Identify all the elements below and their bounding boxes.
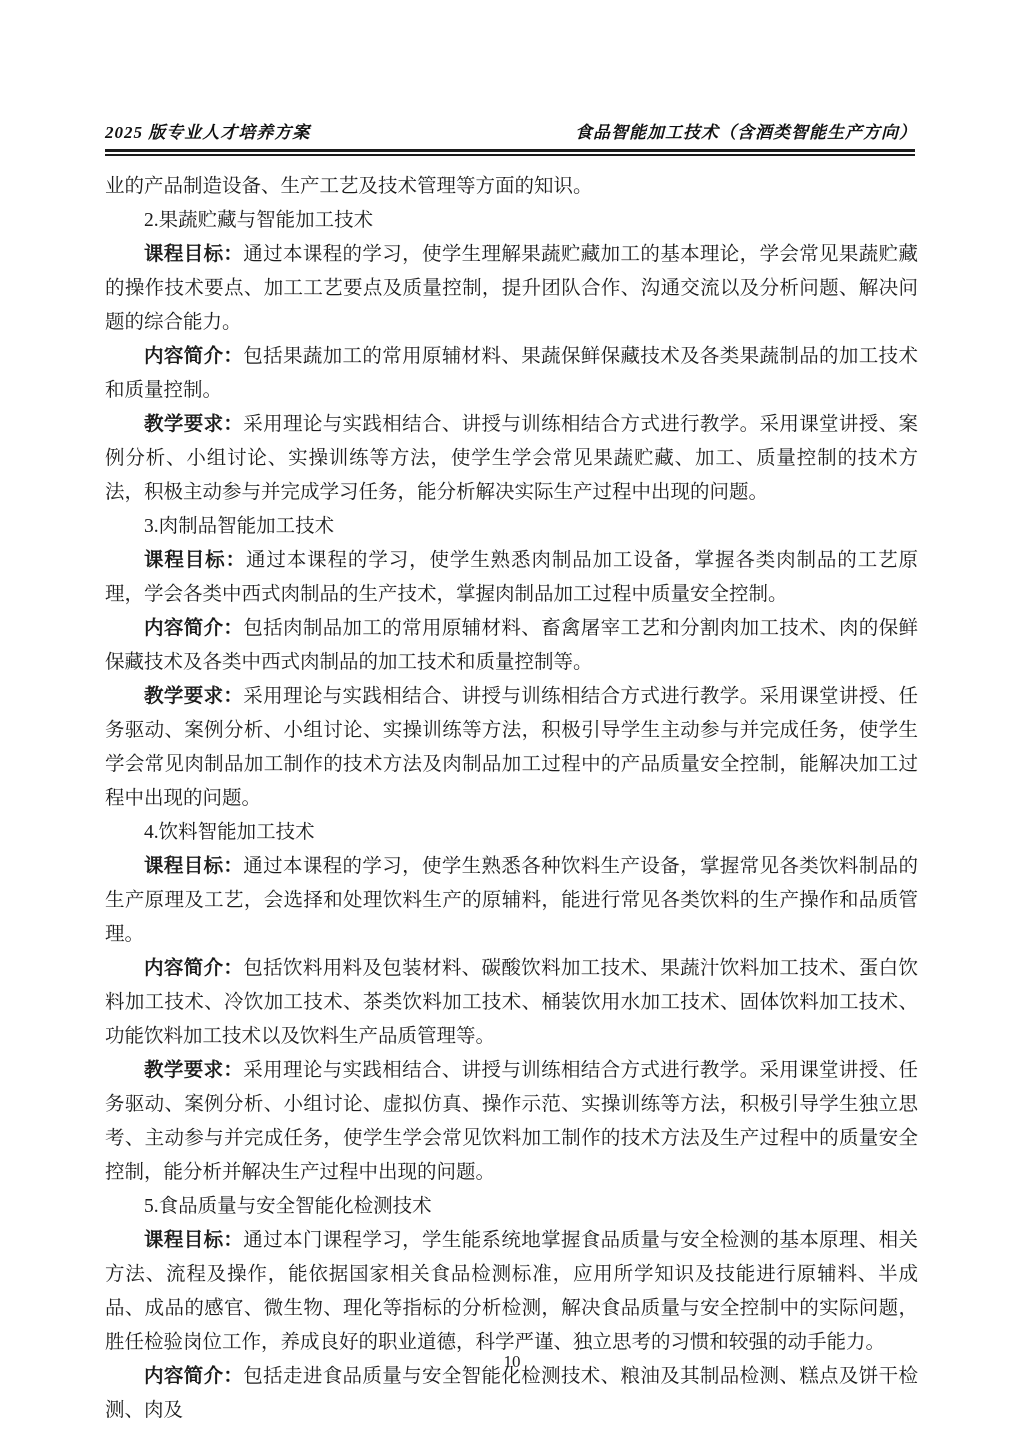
paragraph-text: 5.食品质量与安全智能化检测技术 bbox=[144, 1196, 432, 1217]
section-heading bbox=[105, 1190, 918, 1224]
header-divider-rule bbox=[105, 149, 915, 156]
paragraph-text: 包括饮料用料及包装材料、碳酸饮料加工技术、果蔬汁饮料加工技术、蛋白饮料加工技术、冷饮加工技术、茶类饮料加工技术、桶装饮用水加工技术、固体饮料加工技术、功能饮料加工技术以及饮料生产品质管理等。 bbox=[105, 958, 918, 1047]
paragraph-label: 内容简介： bbox=[144, 958, 244, 979]
paragraph-label: 内容简介： bbox=[144, 346, 244, 367]
paragraph bbox=[105, 1054, 918, 1190]
paragraph-text: 采用理论与实践相结合、讲授与训练相结合方式进行教学。采用课堂讲授、任务驱动、案例分析、小组讨论、实操训练等方法，积极引导学生主动参与并完成任务，使学生学会常见肉制品加工制作的技术方法及肉制品加工过程中的产品质量安全控制，能解决加工过程中出现的问题。 bbox=[105, 686, 918, 809]
paragraph-text: 3.肉制品智能加工技术 bbox=[144, 516, 335, 537]
paragraph bbox=[105, 952, 918, 1054]
paragraph bbox=[105, 340, 918, 408]
paragraph bbox=[105, 170, 918, 204]
paragraph-text: 包括肉制品加工的常用原辅材料、畜禽屠宰工艺和分割肉加工技术、肉的保鲜保藏技术及各类中西式肉制品的加工技术和质量控制等。 bbox=[105, 618, 918, 673]
paragraph bbox=[105, 680, 918, 816]
paragraph-label: 教学要求： bbox=[144, 414, 244, 435]
paragraph-text: 通过本课程的学习，使学生熟悉各种饮料生产设备，掌握常见各类饮料制品的生产原理及工艺，会选择和处理饮料生产的原辅料，能进行常见各类饮料的生产操作和品质管理。 bbox=[105, 856, 918, 945]
paragraph bbox=[105, 1224, 918, 1360]
document-body bbox=[105, 170, 918, 1428]
paragraph-text: 采用理论与实践相结合、讲授与训练相结合方式进行教学。采用课堂讲授、任务驱动、案例分析、小组讨论、虚拟仿真、操作示范、实操训练等方法，积极引导学生独立思考、主动参与并完成任务，使学生学会常见饮料加工制作的技术方法及生产过程中的质量安全控制，能分析并解决生产过程中出现的问题。 bbox=[105, 1060, 918, 1183]
section-heading bbox=[105, 510, 918, 544]
paragraph-text: 通过本课程的学习，使学生理解果蔬贮藏加工的基本理论，学会常见果蔬贮藏的操作技术要点、加工工艺要点及质量控制，提升团队合作、沟通交流以及分析问题、解决问题的综合能力。 bbox=[105, 244, 918, 333]
section-heading bbox=[105, 816, 918, 850]
paragraph-label: 教学要求： bbox=[144, 1060, 244, 1081]
paragraph bbox=[105, 850, 918, 952]
paragraph-text: 业的产品制造设备、生产工艺及技术管理等方面的知识。 bbox=[105, 176, 593, 197]
paragraph-label: 课程目标： bbox=[144, 856, 244, 877]
section-heading bbox=[105, 204, 918, 238]
header-left-title: 2025 版专业人才培养方案 bbox=[105, 123, 311, 142]
paragraph-label: 课程目标： bbox=[144, 1230, 244, 1251]
paragraph-label: 内容简介： bbox=[144, 1366, 244, 1387]
header-right-title: 食品智能加工技术（含酒类智能生产方向） bbox=[575, 123, 917, 142]
paragraph-label: 内容简介： bbox=[144, 618, 244, 639]
paragraph bbox=[105, 238, 918, 340]
paragraph bbox=[105, 544, 918, 612]
paragraph-text: 通过本课程的学习，使学生熟悉肉制品加工设备，掌握各类肉制品的工艺原理，学会各类中西式肉制品的生产技术，掌握肉制品加工过程中质量安全控制。 bbox=[105, 550, 918, 605]
paragraph-text: 通过本门课程学习，学生能系统地掌握食品质量与安全检测的基本原理、相关方法、流程及操作，能依据国家相关食品检测标准，应用所学知识及技能进行原辅料、半成品、成品的感官、微生物、理化等指标的分析检测，解决食品质量与安全控制中的实际问题，胜任检验岗位工作，养成良好的职业道德，科学严谨、独立思考的习惯和较强的动手能力。 bbox=[105, 1230, 918, 1353]
paragraph-text: 包括果蔬加工的常用原辅材料、果蔬保鲜保藏技术及各类果蔬制品的加工技术和质量控制。 bbox=[105, 346, 918, 401]
paragraph-text: 采用理论与实践相结合、讲授与训练相结合方式进行教学。采用课堂讲授、案例分析、小组讨论、实操训练等方法，使学生学会常见果蔬贮藏、加工、质量控制的技术方法，积极主动参与并完成学习任务，能分析解决实际生产过程中出现的问题。 bbox=[105, 414, 918, 503]
paragraph-text: 包括走进食品质量与安全智能化检测技术、粮油及其制品检测、糕点及饼干检测、肉及 bbox=[105, 1366, 918, 1421]
paragraph-label: 教学要求： bbox=[144, 686, 244, 707]
paragraph-text: 4.饮料智能加工技术 bbox=[144, 822, 315, 843]
paragraph-text: 2.果蔬贮藏与智能加工技术 bbox=[144, 210, 374, 231]
paragraph bbox=[105, 612, 918, 680]
page-header bbox=[105, 118, 917, 143]
paragraph-label: 课程目标： bbox=[144, 550, 246, 571]
paragraph-label: 课程目标： bbox=[144, 244, 244, 265]
paragraph bbox=[105, 408, 918, 510]
page-number: 10 bbox=[503, 1352, 521, 1371]
